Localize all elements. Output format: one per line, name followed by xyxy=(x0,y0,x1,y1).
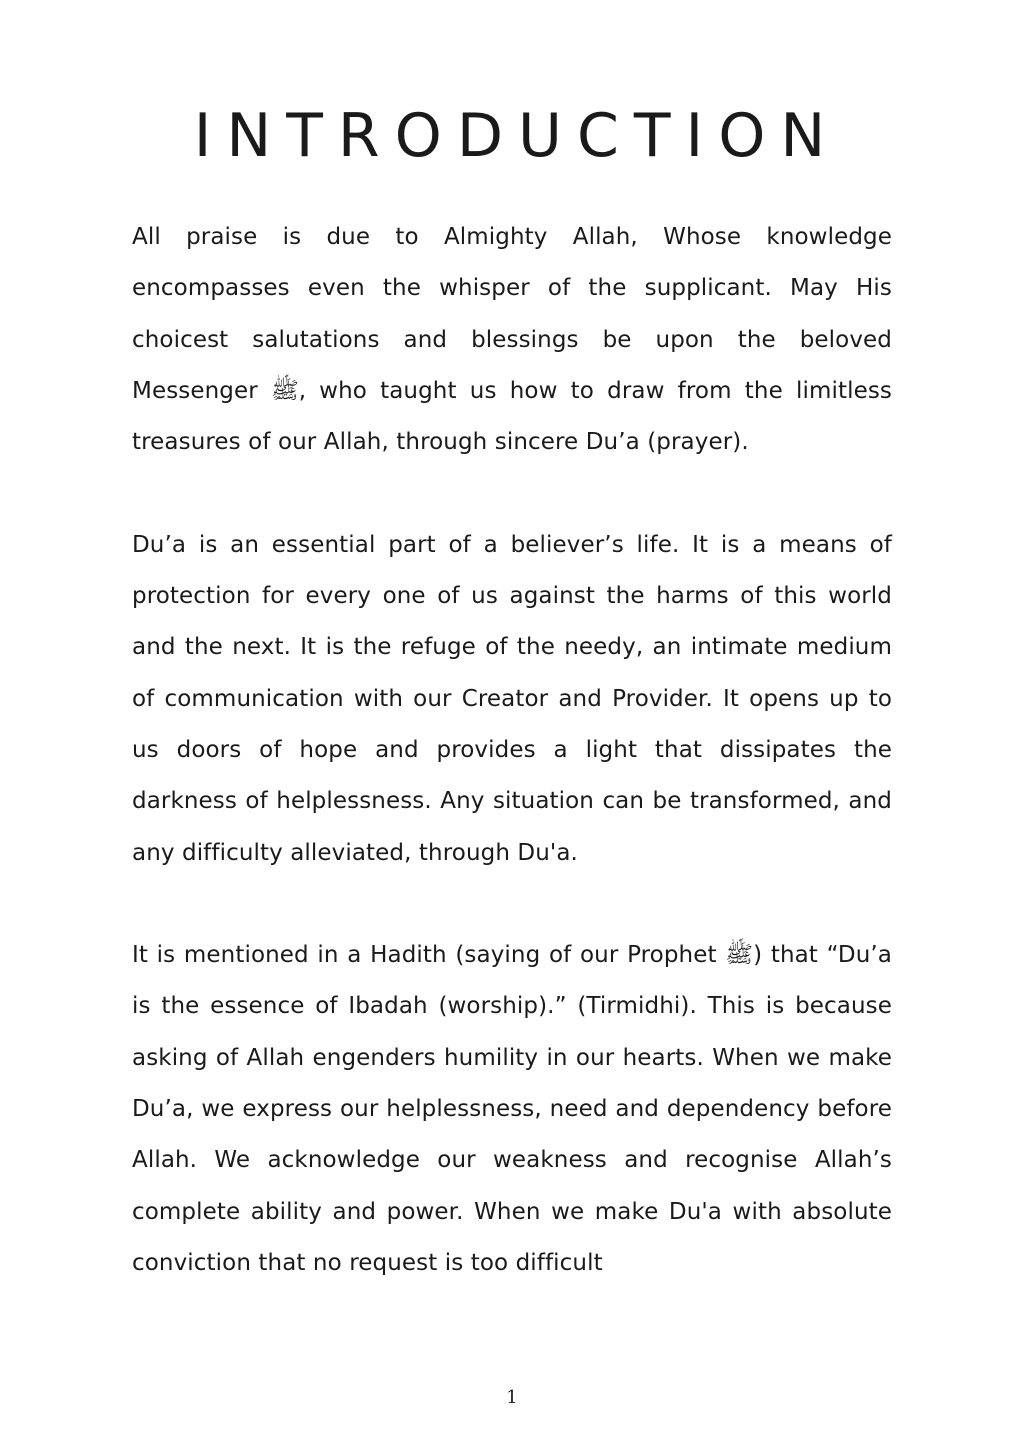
body-text xyxy=(132,212,892,1289)
paragraph-3: It is mentioned in a Hadith (saying of our Prophet ﷺ) that “Du’a is the essence of Ibadah (worship).” (Tirmidhi). This is because asking of Allah engenders humility in our hearts. When we make Du’a, we express our helplessness, need and dependency before Allah. We acknowledge our weakness and recognise Allah’s complete ability and power. When we make Du'a with absolute conviction that no request is too difficult xyxy=(132,942,892,1276)
page-number: 1 xyxy=(506,1387,518,1408)
page-title: INTRODUCTION xyxy=(193,101,841,171)
paragraph-1: All praise is due to Almighty Allah, Whose knowledge encompasses even the whisper of the supplicant. May His choicest salutations and blessings be upon the beloved Messenger ﷺ, who taught us how to draw from the limitless treasures of our Allah, through sincere Du’a (prayer). xyxy=(132,224,892,456)
paragraph-2: Du’a is an essential part of a believer’s life. It is a means of protection for every one of us against the harms of this world and the next. It is the refuge of the needy, an intimate medium of communication with our Creator and Provider. It opens up to us doors of hope and provides a light that dissipates the darkness of helplessness. Any situation can be transformed, and any difficulty alleviated, through Du'a. xyxy=(132,531,892,866)
